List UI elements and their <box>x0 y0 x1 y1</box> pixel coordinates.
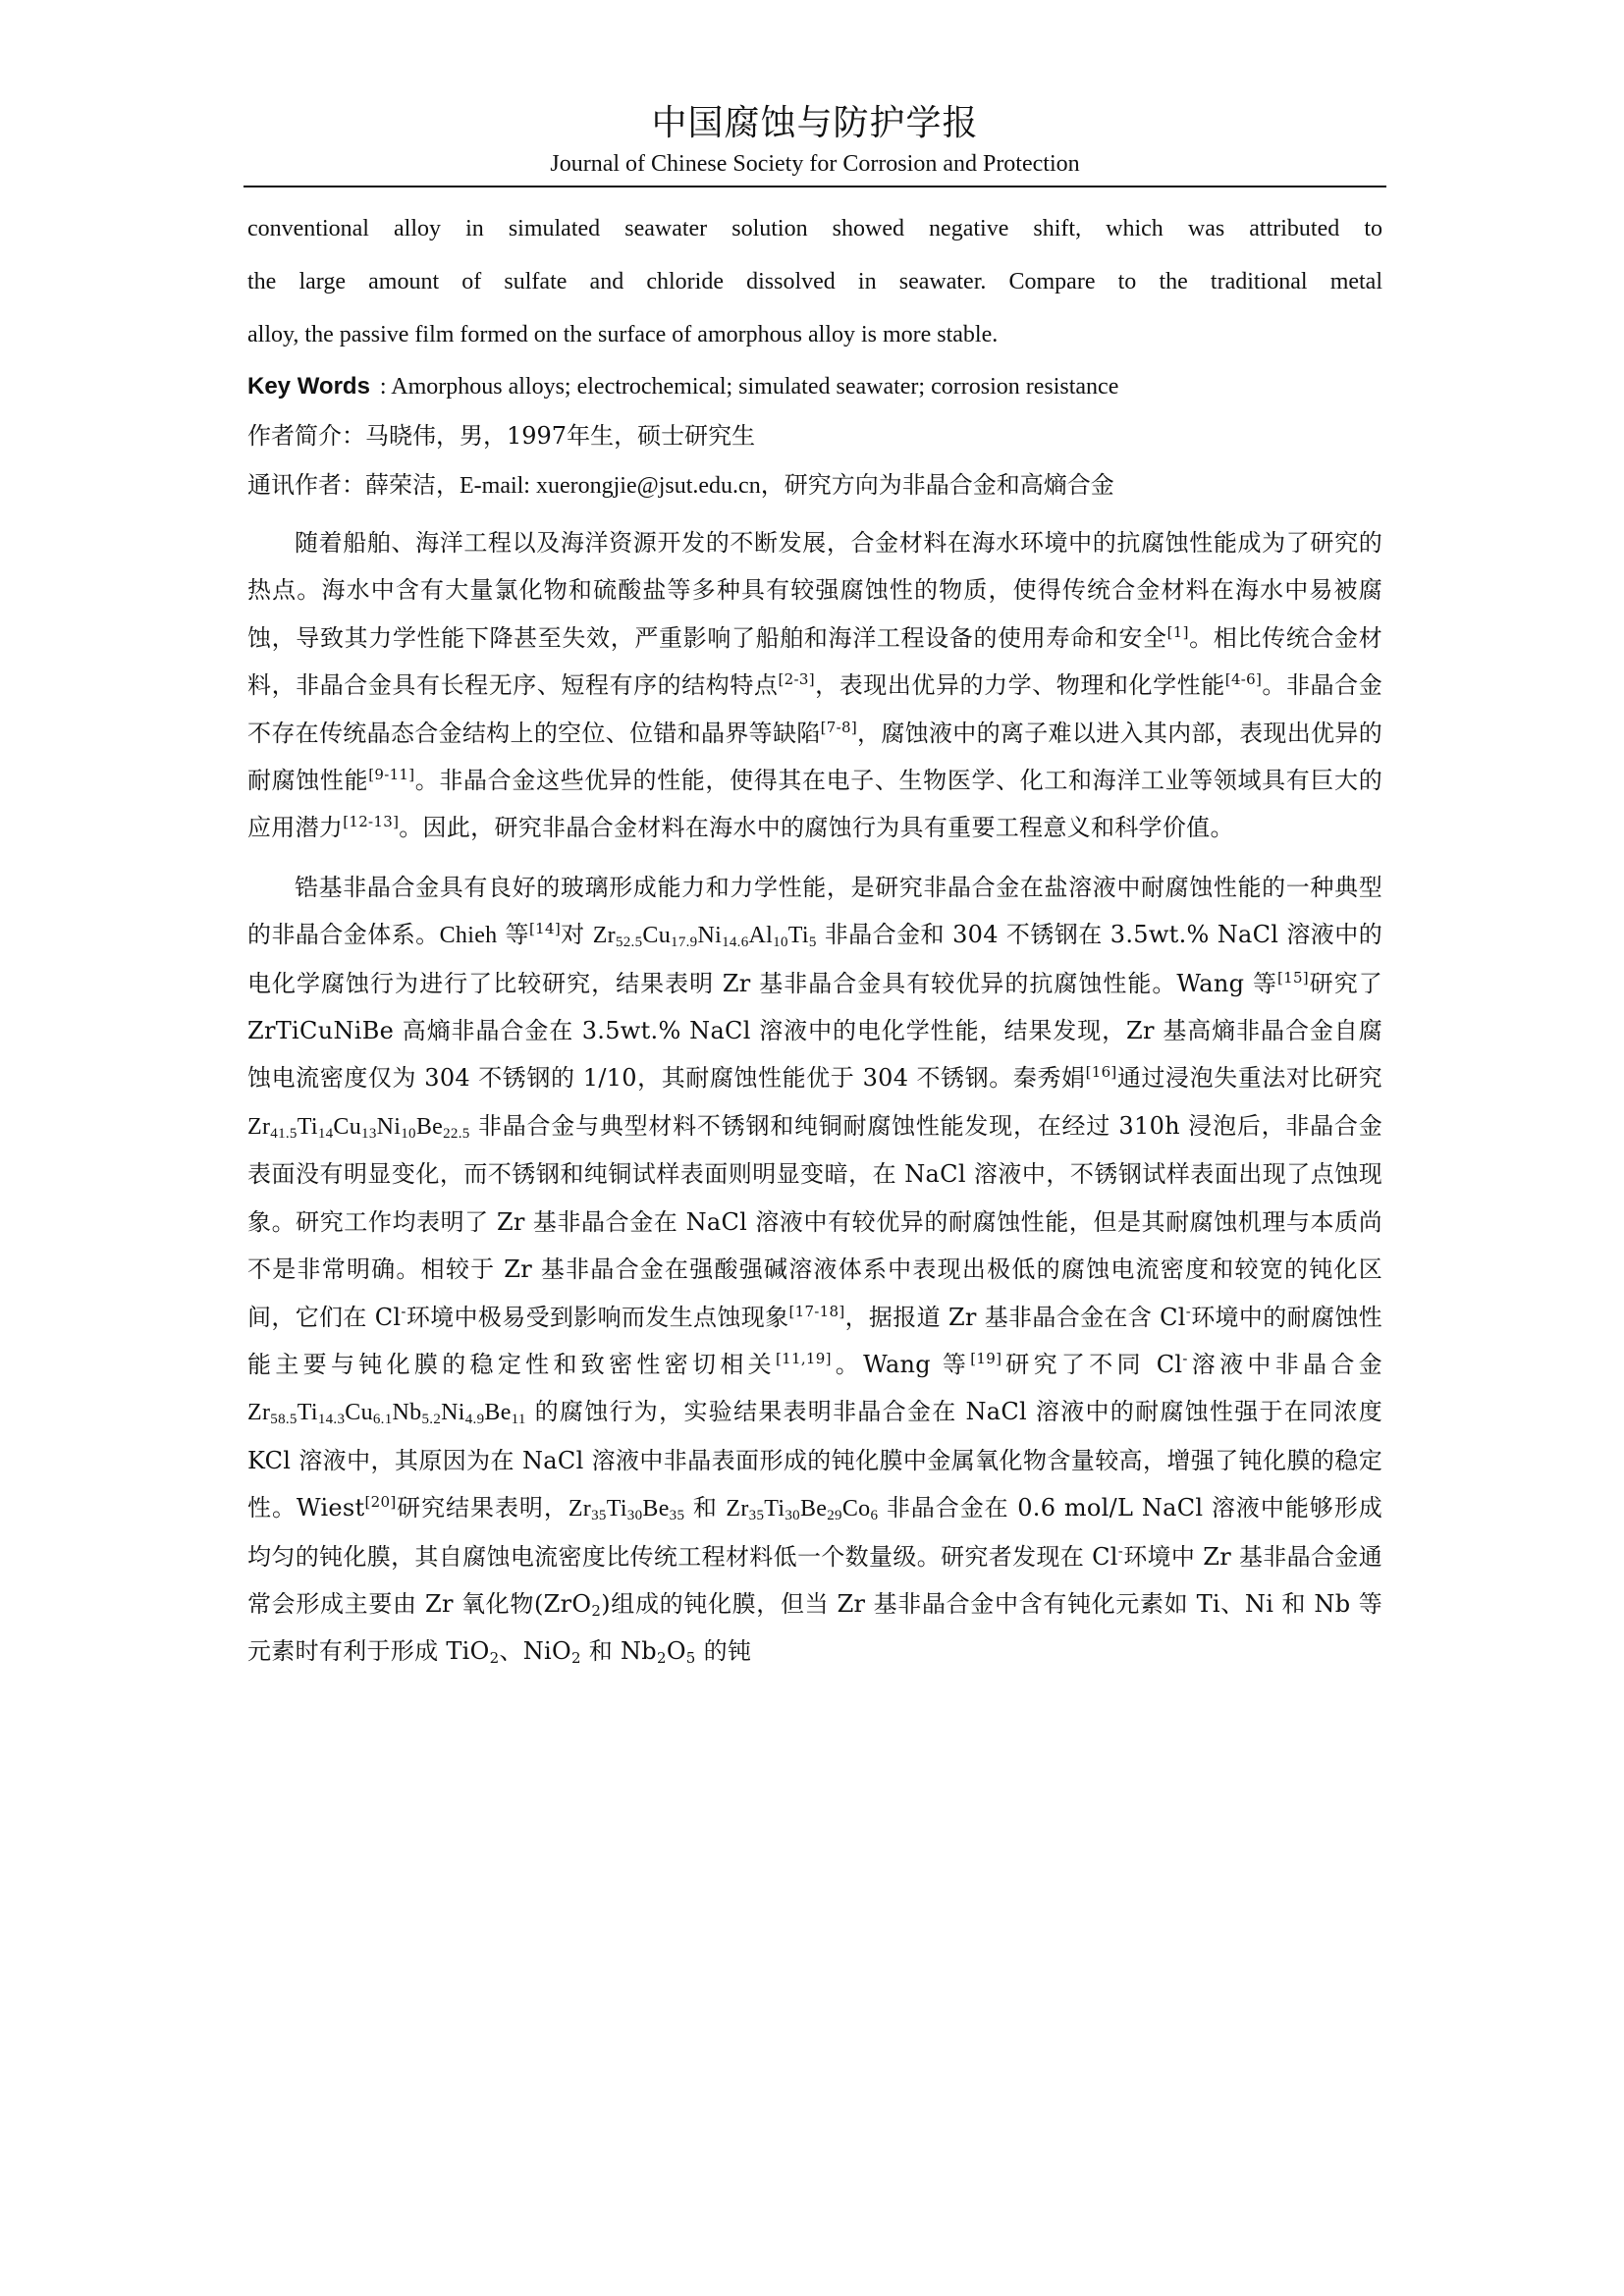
correspondence-prefix: 通讯作者：薛荣洁， <box>247 471 460 499</box>
citation-ref: [2-3] <box>778 670 815 689</box>
alloy-formula: $Zr_{35}Ti_{30}Be_{29}Co_6$ <box>726 1496 879 1524</box>
citation-ref: [9-11] <box>368 766 415 784</box>
citation-ref: [7-8] <box>820 718 857 736</box>
paragraph-2: 锆基非晶合金具有良好的玻璃形成能力和力学性能，是研究非晶合金在盐溶液中耐腐蚀性能的一种典型的非晶合金体系。Chieh 等[14]对 $Zr_{52.5}Cu_{17.9}Ni_{14.6}Al_{10}Ti_5$ 非晶合金和 304 不锈钢在 3.5wt.% NaCl 溶液中的电化学腐蚀行为进行了比较研究，结果表明 Zr 基非晶合金具有较优异的抗腐蚀性能。Wang 等[15]研究了 ZrTiCuNiBe 高熵非晶合金在 3.5wt.% NaCl 溶液中的电化学性能，结果发现，Zr 基高熵非晶合金自腐蚀电流密度仅为 304 不锈钢的 1/10，其耐腐蚀性能优于 304 不锈钢。秦秀娟[16]通过浸泡失重法对比研究 $Zr_{41.5}Ti_{14}Cu_{13}Ni_{10}Be_{22.5}$ 非晶合金与典型材料不锈钢和纯铜耐腐蚀性能发现，在经过 310h 浸泡后，非晶合金表面没有明显变化，而不锈钢和纯铜试样表面则明显变暗，在 NaCl 溶液中，不锈钢试样表面出现了点蚀现象。研究工作均表明了 Zr 基非晶合金在 NaCl 溶液中有较优异的耐腐蚀性能，但是其耐腐蚀机理与本质尚不是非常明确。相较于 Zr 基非晶合金在强酸强碱溶液体系中表现出极低的腐蚀电流密度和较宽的钝化区间，它们在 Cl-环境中极易受到影响而发生点蚀现象[17-18]，据报道 Zr 基非晶合金在含 Cl-环境中的耐腐蚀性能主要与钝化膜的稳定性和致密性密切相关[11,19]。Wang 等[19]研究了不同 Cl-溶液中非晶合金 $Zr_{58.5}Ti_{14.3}Cu_{6.1}Nb_{5.2}Ni_{4.9}Be_{11}$ 的腐蚀行为，实验结果表明非晶合金在 NaCl 溶液中的耐腐蚀性强于在同浓度 KCl 溶液中，其原因为在 NaCl 溶液中非晶表面形成的钝化膜中金属氧化物含量较高，增强了钝化膜的稳定性。Wiest[20]研究结果表明，$Zr_{35}Ti_{30}Be_{35}$ 和 $Zr_{35}Ti_{30}Be_{29}Co_6$ 非晶合金在 0.6 mol/L NaCl 溶液中能够形成均匀的钝化膜，其自腐蚀电流密度比传统工程材料低一个数量级。研究者发现在 Cl-环境中 Zr 基非晶合金通常会形成主要由 Zr 氧化物(ZrO$_2$)组成的钝化膜，但当 Zr 基非晶合金中含有钝化元素如 Ti、Ni 和 Nb 等元素时有利于形成 TiO$_2$、NiO$_2$ 和 $Nb_2O_5$ 的钝 <box>247 873 1383 1668</box>
keywords-label: Key Words <box>247 373 370 400</box>
journal-header <box>244 102 1386 179</box>
header-rule <box>244 186 1386 187</box>
page-body <box>247 202 1382 1676</box>
author-bio: 作者简介：马晓伟，男，1997年生，硕士研究生 <box>247 422 756 450</box>
correspondence-email: E-mail: xuerongjie@jsut.edu.cn <box>460 473 761 499</box>
keywords <box>247 365 1382 408</box>
correspondence <box>247 463 1382 507</box>
citation-ref: [1] <box>1166 622 1189 641</box>
citation-ref: [4-6] <box>1224 670 1263 689</box>
citation-ref: [12-13] <box>343 813 400 831</box>
abstract-line-2: the large amount of sulfate and chloride dissolved in seawater. Compare to the traditional metal <box>247 269 1382 294</box>
alloy-formula: $Zr_{35}Ti_{30}Be_{35}$ <box>568 1496 685 1524</box>
alloy-formula: $Zr_{58.5}Ti_{14.3}Cu_{6.1}Nb_{5.2}Ni_{4.9}Be_{11}$ <box>247 1400 526 1428</box>
journal-title-english: Journal of Chinese Society for Corrosion and Protection <box>550 151 1080 177</box>
citation-ref: [20] <box>364 1493 397 1512</box>
citation-ref: [15] <box>1276 968 1309 987</box>
citation-ref: [17-18] <box>788 1302 845 1320</box>
paragraph-1: 随着船舶、海洋工程以及海洋资源开发的不断发展，合金材料在海水环境中的抗腐蚀性能成为了研究的热点。海水中含有大量氯化物和硫酸盐等多种具有较强腐蚀性的物质，使得传统合金材料在海水中易被腐蚀，导致其力学性能下降甚至失效，严重影响了船舶和海洋工程设备的使用寿命和安全[1]。相比传统合金材料，非晶合金具有长程无序、短程有序的结构特点[2-3]，表现出优异的力学、物理和化学性能[4-6]。非晶合金不存在传统晶态合金结构上的空位、位错和晶界等缺陷[7-8]，腐蚀液中的离子难以进入其内部，表现出优异的耐腐蚀性能[9-11]。非晶合金这些优异的性能，使得其在电子、生物医学、化工和海洋工业等领域具有巨大的应用潜力[12-13]。因此，研究非晶合金材料在海水中的腐蚀行为具有重要工程意义和科学价值。 <box>247 529 1382 842</box>
citation-ref: [16] <box>1085 1063 1117 1082</box>
keywords-text: : Amorphous alloys; electrochemical; simulated seawater; corrosion resistance <box>379 374 1119 400</box>
citation-ref: [14] <box>529 920 561 938</box>
citation-ref: [11,19] <box>775 1349 832 1367</box>
alloy-formula: $Zr_{41.5}Ti_{14}Cu_{13}Ni_{10}Be_{22.5}$ <box>247 1113 470 1142</box>
journal-title-chinese: 中国腐蚀与防护学报 <box>651 103 979 143</box>
alloy-formula: $Zr_{52.5}Cu_{17.9}Ni_{14.6}Al_{10}Ti_5$ <box>592 923 817 951</box>
abstract-line-1: conventional alloy in simulated seawater solution showed negative shift, which was attributed to <box>247 216 1382 241</box>
correspondence-suffix: ，研究方向为非晶合金和高熵合金 <box>760 471 1114 499</box>
citation-ref: [19] <box>970 1349 1002 1367</box>
abstract-line-3: alloy, the passive film formed on the surface of amorphous alloy is more stable. <box>247 322 999 347</box>
